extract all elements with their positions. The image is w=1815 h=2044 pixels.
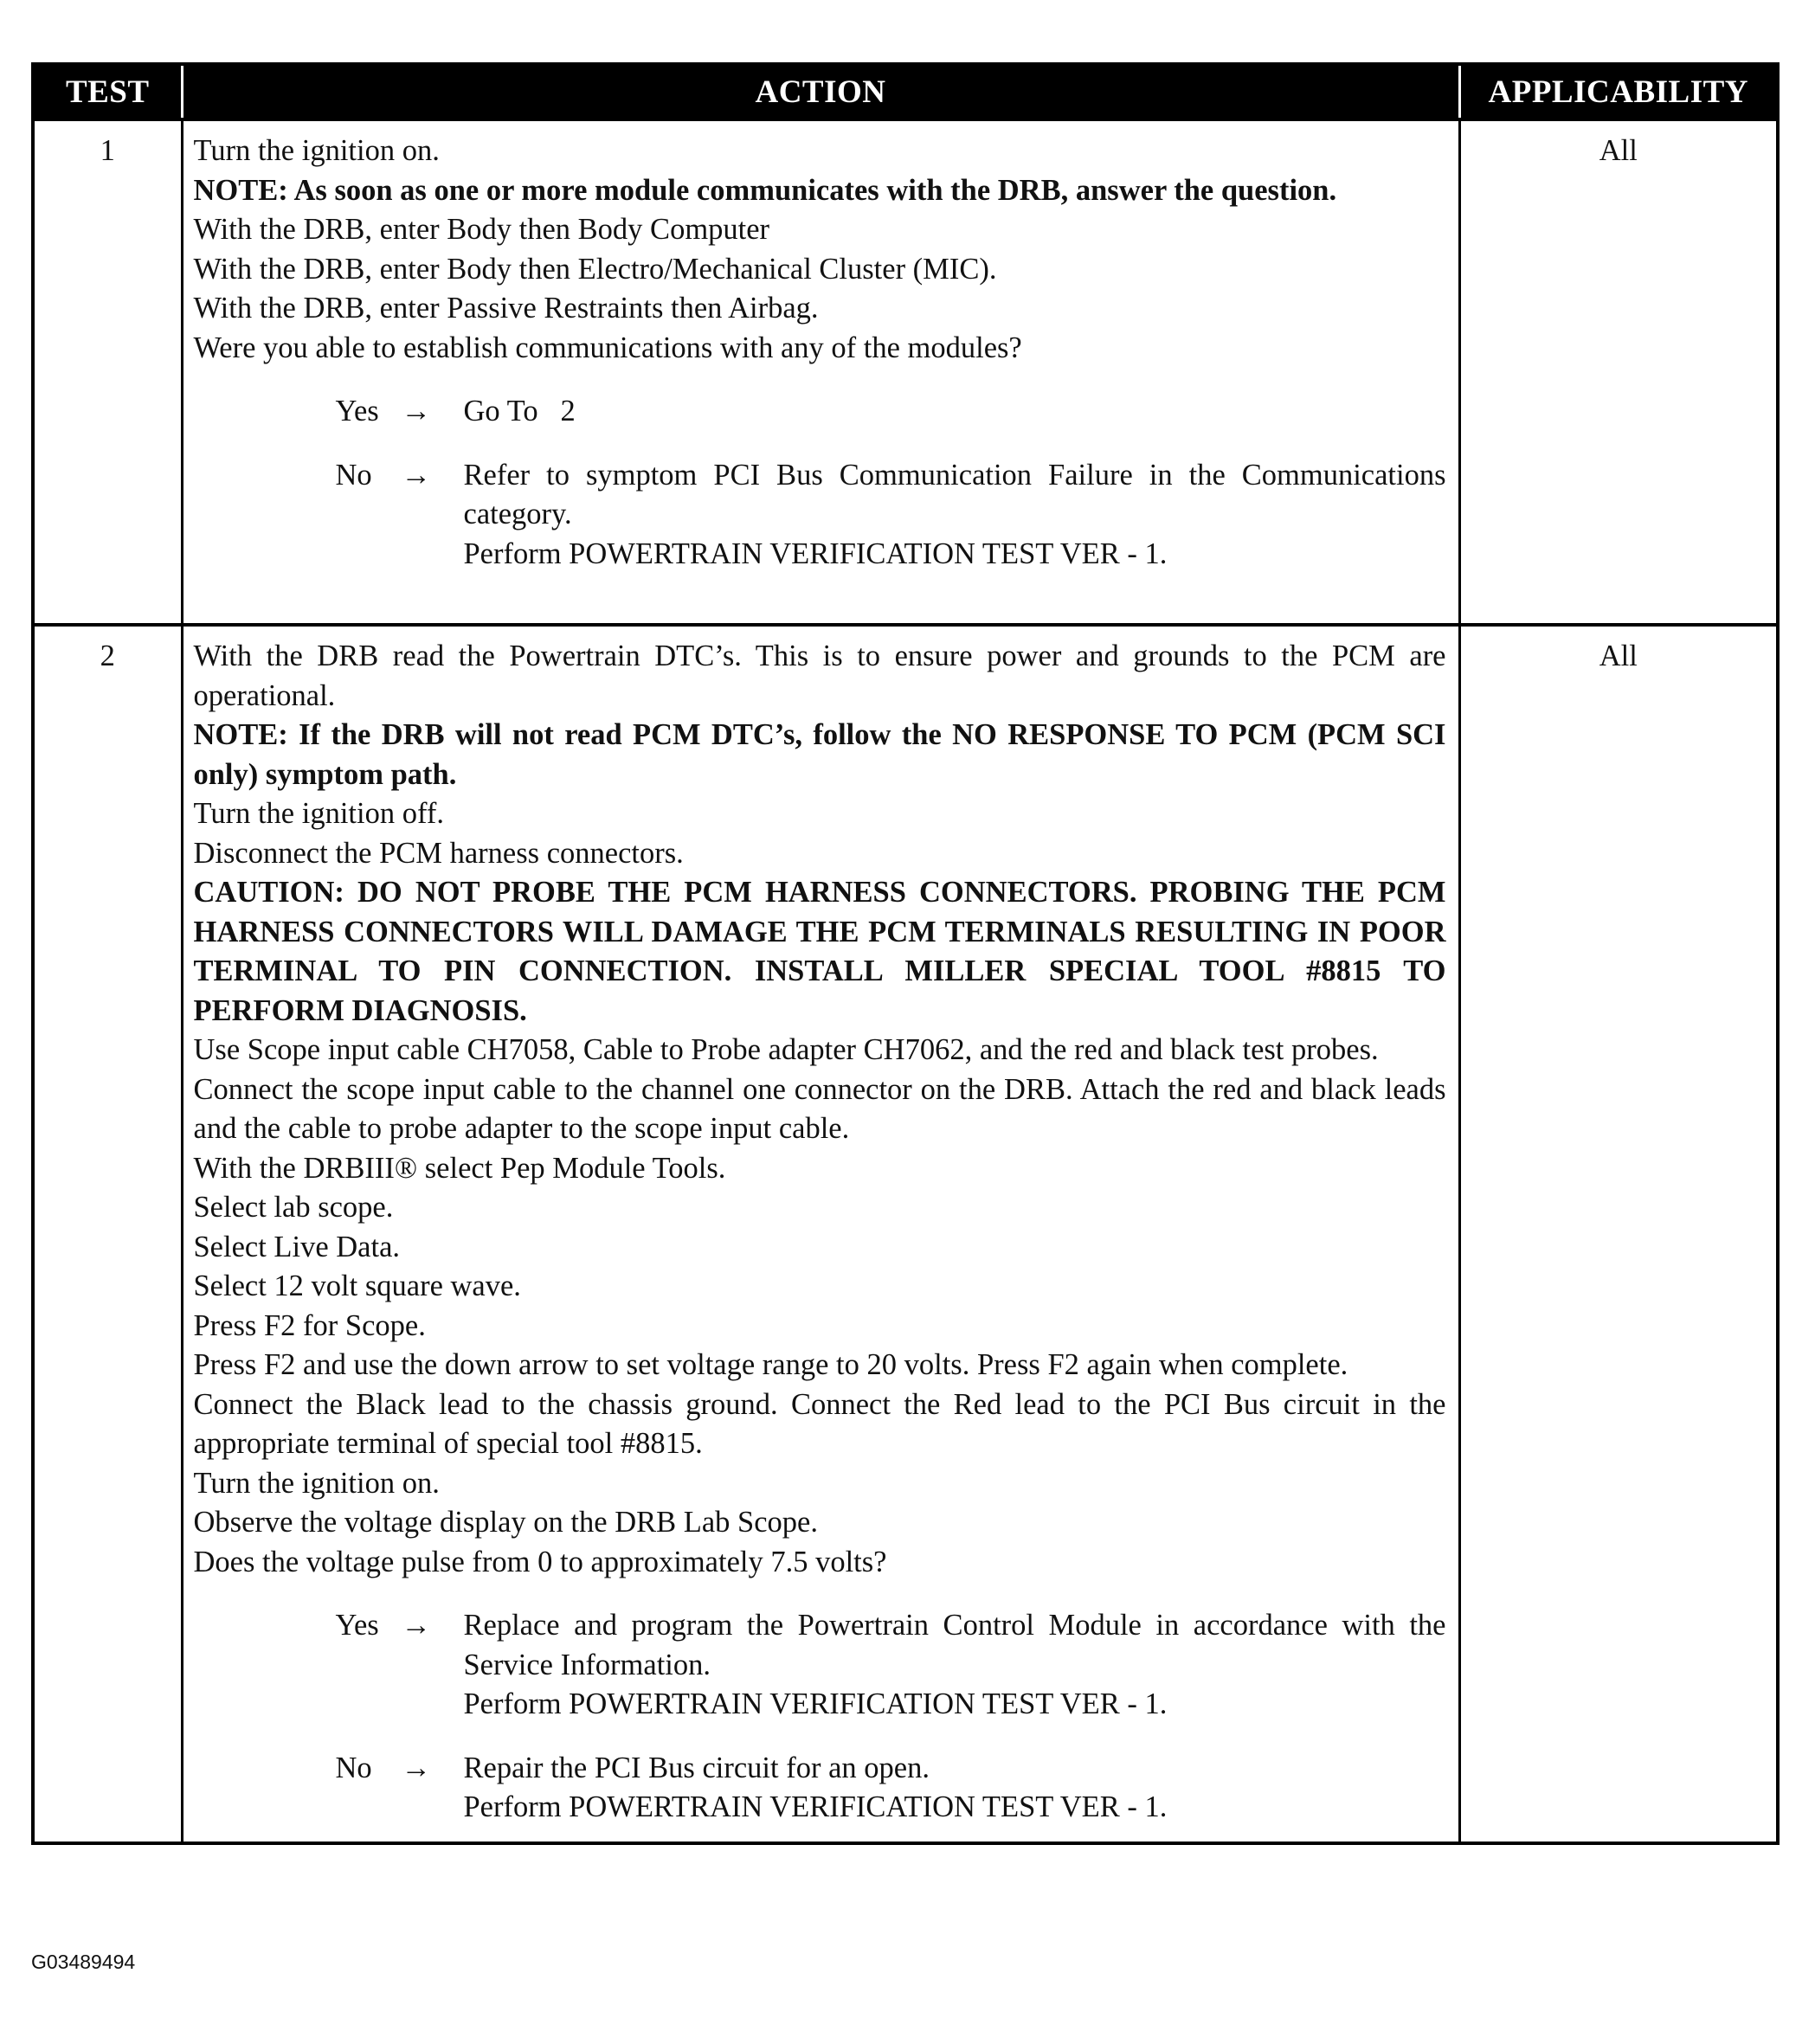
header-applicability: APPLICABILITY [1459, 64, 1778, 119]
action-step: With the DRB read the Powertrain DTC’s. This is to ensure power and grounds to the PCM are operational. [193, 640, 1446, 712]
action-step: Select lab scope. [193, 1191, 394, 1224]
action-step: Select 12 volt square wave. [193, 1269, 521, 1302]
action-step: Turn the ignition off. [193, 797, 444, 830]
no-result-text: Repair the PCI Bus circuit for an open. [463, 1751, 930, 1784]
yes-branch [336, 392, 1446, 432]
diagnostic-test-table [31, 62, 1780, 1845]
test-number: 1 [33, 119, 182, 625]
yes-result: Go To 2 [463, 395, 576, 427]
action-cell [182, 119, 1459, 625]
test-number: 2 [33, 625, 182, 1843]
test-row-2 [33, 625, 1778, 1843]
action-step: With the DRB, enter Body then Body Computer [193, 213, 770, 246]
applicability-cell: All [1459, 625, 1778, 1843]
question-text: Were you able to establish communications with any of the modules? [193, 331, 1022, 364]
action-step: Use Scope input cable CH7058, Cable to Probe adapter CH7062, and the red and black test probes. [193, 1033, 1379, 1066]
verification-test-text: Perform POWERTRAIN VERIFICATION TEST VER - 1. [463, 1687, 1168, 1720]
note-text: NOTE: As soon as one or more module communicates with the DRB, answer the question. [193, 173, 1337, 207]
action-step: Observe the voltage display on the DRB Lab Scope. [193, 1506, 818, 1539]
action-step: Connect the scope input cable to the channel one connector on the DRB. Attach the red and black leads and the cable to probe adapter to the scope input cable. [193, 1072, 1446, 1145]
no-label: No [335, 1751, 372, 1784]
right-arrow-icon: → [401, 1751, 431, 1784]
action-step: Select Live Data. [193, 1230, 401, 1263]
yes-label: Yes [335, 1609, 379, 1642]
yes-label: Yes [335, 395, 379, 427]
figure-id: G03489494 [31, 1951, 136, 1973]
yes-result [464, 1606, 1446, 1725]
action-step: Connect the Black lead to the chassis ground. Connect the Red lead to the PCI Bus circuit in the appropriate terminal of special tool #8815. [193, 1387, 1446, 1460]
note-text: NOTE: If the DRB will not read PCM DTC’s, follow the NO RESPONSE TO PCM (PCM SCI only) symptom path. [193, 718, 1446, 791]
action-cell [182, 625, 1459, 1843]
caution-text: CAUTION: DO NOT PROBE THE PCM HARNESS CONNECTORS. PROBING THE PCM HARNESS CONNECTORS WILL DAMAGE THE PCM TERMINALS RESULTING IN POOR TERMINAL TO PIN CONNECTION. INSTALL MILLER SPECIAL TOOL #8815 TO PERFORM DIAGNOSIS. [193, 876, 1446, 1027]
header-test: TEST [33, 64, 182, 119]
no-branch [336, 1749, 1446, 1828]
no-label: No [335, 458, 372, 492]
action-step: Turn the ignition on. [193, 1466, 440, 1500]
verification-test-text: Perform POWERTRAIN VERIFICATION TEST VER - 1. [463, 1790, 1168, 1823]
table-header-row [33, 64, 1778, 119]
no-result [464, 1749, 1446, 1828]
test-row-1 [33, 119, 1778, 625]
yes-result-text: Replace and program the Powertrain Control Module in accordance with the Service Information. [463, 1609, 1446, 1681]
header-action: ACTION [182, 64, 1459, 119]
verification-test-text: Perform POWERTRAIN VERIFICATION TEST VER - 1. [463, 537, 1168, 570]
right-arrow-icon: → [401, 395, 431, 427]
action-step: Press F2 for Scope. [193, 1308, 426, 1342]
no-result-text: Refer to symptom PCI Bus Communication Failure in the Communications category. [463, 458, 1446, 530]
action-step: With the DRBIII® select Pep Module Tools. [193, 1151, 726, 1185]
action-step: Turn the ignition on. [193, 134, 440, 167]
right-arrow-icon: → [401, 1609, 431, 1642]
action-step: With the DRB, enter Passive Restraints then Airbag. [193, 292, 819, 325]
action-step: With the DRB, enter Body then Electro/Mechanical Cluster (MIC). [193, 252, 997, 286]
no-branch [336, 456, 1446, 575]
no-result [464, 456, 1446, 575]
yes-branch [336, 1606, 1446, 1725]
question-text: Does the voltage pulse from 0 to approximately 7.5 volts? [193, 1545, 887, 1578]
diagnostic-test-table-container [31, 62, 1776, 1845]
applicability-cell: All [1459, 119, 1778, 625]
action-step: Disconnect the PCM harness connectors. [193, 836, 684, 870]
action-step: Press F2 and use the down arrow to set voltage range to 20 volts. Press F2 again when complete. [193, 1348, 1348, 1381]
right-arrow-icon: → [401, 458, 431, 492]
